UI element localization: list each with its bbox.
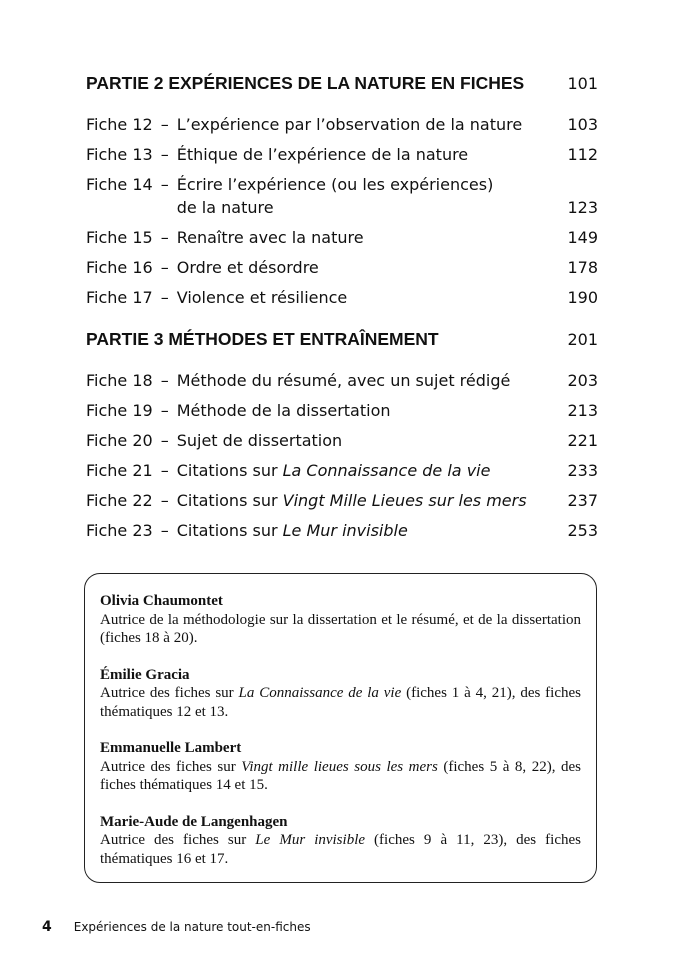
fiche-title: Ordre et désordre <box>176 258 319 277</box>
author-description: Autrice de la méthodologie sur la dissertation et le résumé, et de la dissertation (fiches 18 à 20). <box>100 611 581 646</box>
author-desc-prefix: Autrice des fiches sur <box>100 832 256 848</box>
page-footer <box>42 919 311 935</box>
fiche-page-number: 221 <box>567 431 598 450</box>
fiche-page-number: 253 <box>567 521 598 540</box>
author-marie-aude-de-langenhagen <box>100 813 581 869</box>
fiche-label: Fiche 15 <box>86 228 153 247</box>
fiche-label: Fiche 21 <box>86 461 153 480</box>
fiche-page-number: 123 <box>567 198 598 217</box>
fiche-page-number: 213 <box>567 401 598 420</box>
fiche-label: Fiche 20 <box>86 431 153 450</box>
fiche-label: Fiche 16 <box>86 258 153 277</box>
toc-entry-fiche-19 <box>86 399 598 429</box>
author-description <box>100 831 581 868</box>
author-desc-prefix: Autrice des fiches sur <box>100 685 239 701</box>
toc-entry-fiche-22 <box>86 489 598 519</box>
author-emmanuelle-lambert <box>100 739 581 795</box>
fiche-title: Méthode du résumé, avec un sujet rédigé <box>176 371 511 390</box>
fiche-page-number: 190 <box>567 288 598 307</box>
author-desc-suffix: (fiches 9 à 11, 23), des fiches thématiques 16 et 17. <box>100 832 582 867</box>
fiche-title-work: Vingt Mille Lieues sur les mers <box>282 491 527 510</box>
dash: – <box>160 258 169 277</box>
fiche-label: Fiche 19 <box>86 401 153 420</box>
author-name: Emmanuelle Lambert <box>100 740 242 756</box>
author-desc-work: La Connaissance de la vie <box>238 685 402 701</box>
toc-entry-fiche-20 <box>86 429 598 459</box>
dash: – <box>160 228 169 247</box>
fiche-page-number: 237 <box>567 491 598 510</box>
fiche-page-number: 178 <box>567 258 598 277</box>
author-name: Marie-Aude de Langenhagen <box>100 813 288 830</box>
dash: – <box>160 175 169 194</box>
fiche-page-number: 233 <box>567 461 598 480</box>
toc-entry-fiche-16 <box>86 256 598 286</box>
author-olivia-chaumontet <box>100 592 581 648</box>
author-desc-suffix: (fiches 5 à 8, 22), des fiches thématiques 14 et 15. <box>100 758 581 793</box>
author-desc-suffix: (fiches 1 à 4, 21), des fiches thématiques 12 et 13. <box>100 685 581 720</box>
fiche-title-work: Le Mur invisible <box>282 521 408 540</box>
fiche-title: Renaître avec la nature <box>176 228 364 247</box>
author-name: Olivia Chaumontet <box>100 593 223 609</box>
fiche-title <box>177 489 558 512</box>
fiche-label: Fiche 22 <box>86 491 153 510</box>
fiche-title-line-1: Écrire l’expérience (ou les expériences) <box>176 175 494 194</box>
dash: – <box>160 288 169 307</box>
fiche-title-prefix: Citations sur <box>176 491 283 510</box>
part-page-number: 101 <box>567 74 598 93</box>
fiche-title: Méthode de la dissertation <box>176 401 391 420</box>
fiche-label: Fiche 18 <box>86 371 153 390</box>
part-page-number: 201 <box>567 330 598 349</box>
dash: – <box>160 401 169 420</box>
fiche-label: Fiche 17 <box>86 288 153 307</box>
dash: – <box>160 521 169 540</box>
part-title: PARTIE 3 MÉTHODES ET ENTRAÎNEMENT <box>86 329 439 349</box>
footer-page-number: 4 <box>42 919 52 935</box>
dash: – <box>160 491 169 510</box>
author-desc-work: Vingt mille lieues sous les mers <box>241 758 438 775</box>
fiche-page-number: 203 <box>567 371 598 390</box>
part-heading <box>86 73 598 99</box>
fiche-label: Fiche 23 <box>86 521 153 540</box>
toc-entry-fiche-13 <box>86 143 598 173</box>
dash: – <box>160 115 169 134</box>
toc-entry-fiche-12 <box>86 113 598 143</box>
fiche-title: L’expérience par l’observation de la nature <box>176 115 523 134</box>
footer-running-title: Expériences de la nature tout-en-fiches <box>73 920 311 934</box>
fiche-label: Fiche 14 <box>86 175 153 194</box>
dash: – <box>160 145 169 164</box>
dash: – <box>160 431 169 450</box>
fiche-label: Fiche 13 <box>86 145 153 164</box>
author-description <box>100 684 581 721</box>
fiche-page-number: 112 <box>567 145 598 164</box>
toc-entry-fiche-14 <box>86 173 598 226</box>
fiche-title: Sujet de dissertation <box>176 431 343 450</box>
dash: – <box>160 461 169 480</box>
dash: – <box>160 371 169 390</box>
author-name: Émilie Gracia <box>100 666 190 683</box>
authors-box <box>84 573 597 883</box>
fiche-title-line-2: de la nature <box>176 198 274 217</box>
fiche-title-prefix: Citations sur <box>176 461 283 480</box>
toc-entry-fiche-15 <box>86 226 598 256</box>
fiche-page-number: 149 <box>567 228 598 247</box>
fiche-title <box>177 519 558 542</box>
author-desc-prefix: Autrice des fiches sur <box>100 758 242 775</box>
fiche-page-number: 103 <box>567 115 598 134</box>
fiche-title: Violence et résilience <box>176 288 348 307</box>
toc-entry-fiche-17 <box>86 286 598 316</box>
fiche-title-prefix: Citations sur <box>176 521 283 540</box>
part-heading <box>86 329 598 355</box>
fiche-title: Éthique de l’expérience de la nature <box>176 145 469 164</box>
author-desc-work: Le Mur invisible <box>255 832 366 848</box>
toc-entry-fiche-23 <box>86 519 598 549</box>
toc-entry-fiche-18 <box>86 369 598 399</box>
author-emilie-gracia <box>100 666 581 722</box>
fiche-label: Fiche 12 <box>86 115 153 134</box>
fiche-title <box>177 459 558 482</box>
part-title: PARTIE 2 EXPÉRIENCES DE LA NATURE EN FICHES <box>86 73 525 93</box>
fiche-title-work: La Connaissance de la vie <box>282 461 491 480</box>
toc-part-3 <box>86 329 598 549</box>
toc-entry-fiche-21 <box>86 459 598 489</box>
fiche-title <box>177 173 558 219</box>
toc-part-2 <box>86 73 598 316</box>
author-description <box>100 758 581 795</box>
